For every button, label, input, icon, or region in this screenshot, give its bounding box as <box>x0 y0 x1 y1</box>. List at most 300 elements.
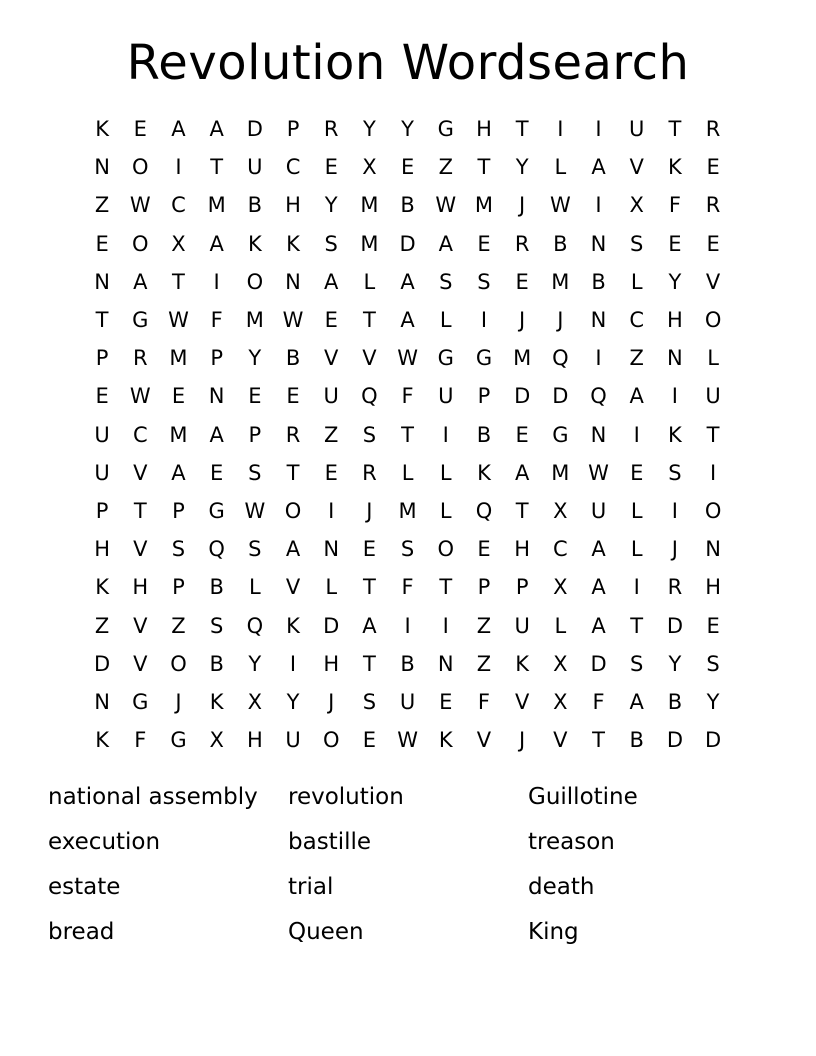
grid-letter: T <box>592 728 605 753</box>
grid-letter: O <box>246 269 264 294</box>
grid-letter: B <box>476 422 492 447</box>
grid-letter: B <box>209 575 224 600</box>
grid-letter: H <box>246 728 263 753</box>
grid-letter: I <box>289 651 297 676</box>
grid-letter: U <box>323 384 339 409</box>
grid-letter: I <box>671 498 678 523</box>
grid-letter: B <box>591 269 606 294</box>
grid-letter: A <box>591 537 606 562</box>
grid-letter: L <box>439 498 452 523</box>
grid-letter: F <box>134 728 147 753</box>
grid-letter: E <box>515 269 529 294</box>
grid-letter: M <box>360 231 379 256</box>
grid-letter: Y <box>668 651 682 676</box>
grid-letter: H <box>705 575 721 600</box>
grid-letter: N <box>437 651 454 676</box>
grid-letter: Y <box>515 155 529 180</box>
grid-letter: U <box>247 155 263 180</box>
grid-letter: N <box>590 422 607 447</box>
grid-letter: Q <box>590 384 607 409</box>
grid-letter: A <box>209 231 224 256</box>
grid-letter: B <box>400 651 415 676</box>
grid-letter: D <box>666 613 683 638</box>
grid-letter: W <box>549 193 571 218</box>
grid-letter: N <box>705 537 721 562</box>
grid-letter: S <box>324 231 338 256</box>
grid-letter: I <box>595 117 602 142</box>
grid-letter: K <box>95 728 109 753</box>
grid-letter: H <box>94 537 110 562</box>
grid-letter: C <box>132 422 148 447</box>
grid-letter: A <box>514 460 530 485</box>
letter-grid <box>83 110 732 759</box>
grid-letter: I <box>595 346 602 371</box>
grid-letter: G <box>208 498 225 523</box>
grid-letter: L <box>363 269 376 294</box>
grid-letter: S <box>630 651 644 676</box>
grid-letter: N <box>590 231 607 256</box>
grid-letter: A <box>362 613 377 638</box>
grid-letter: A <box>133 269 148 294</box>
grid-letter: B <box>400 193 415 218</box>
grid-letter: J <box>557 308 564 333</box>
grid-letter: K <box>95 575 109 600</box>
grid-letter: V <box>514 689 530 714</box>
grid-letter: L <box>554 613 567 638</box>
grid-letter: P <box>248 422 262 447</box>
grid-letter: F <box>477 689 491 714</box>
grid-letter: P <box>172 498 185 523</box>
grid-letter: A <box>209 117 224 142</box>
grid-letter: W <box>397 728 418 753</box>
grid-letter: O <box>284 498 302 523</box>
grid-letter: L <box>325 575 338 600</box>
grid-letter: S <box>362 689 377 714</box>
grid-letter: E <box>324 308 338 333</box>
grid-letter: E <box>248 384 262 409</box>
grid-letter: B <box>667 689 683 714</box>
grid-letter: E <box>171 384 186 409</box>
grid-letter: V <box>705 269 721 294</box>
grid-letter: S <box>668 460 682 485</box>
grid-letter: D <box>666 728 683 753</box>
grid-letter: S <box>630 231 644 256</box>
grid-letter: T <box>210 155 224 180</box>
grid-letter: U <box>94 422 110 447</box>
grid-letter: O <box>170 651 187 676</box>
grid-letter: N <box>208 384 225 409</box>
grid-letter: I <box>213 269 220 294</box>
grid-letter: X <box>362 155 377 180</box>
grid-letter: K <box>515 651 530 676</box>
grid-letter: E <box>95 384 109 409</box>
grid-letter: Q <box>552 346 569 371</box>
word-list <box>48 775 768 955</box>
grid-letter: T <box>439 575 453 600</box>
word-list-item: treason <box>528 829 615 855</box>
grid-letter: O <box>704 498 722 523</box>
grid-letter: M <box>169 422 188 447</box>
grid-letter: W <box>397 346 418 371</box>
grid-letter: X <box>209 728 224 753</box>
grid-letter: D <box>552 384 569 409</box>
grid-letter: R <box>705 193 721 218</box>
grid-letter: C <box>285 155 301 180</box>
grid-letter: H <box>323 651 340 676</box>
grid-letter: L <box>707 346 719 371</box>
grid-letter: B <box>247 193 263 218</box>
grid-letter: L <box>439 308 452 333</box>
grid-letter: B <box>553 231 568 256</box>
grid-letter: V <box>133 460 148 485</box>
grid-letter: Z <box>94 613 110 638</box>
grid-letter: T <box>515 498 529 523</box>
grid-letter: W <box>129 193 151 218</box>
word-list-item: trial <box>288 874 334 900</box>
grid-letter: Z <box>171 613 186 638</box>
grid-letter: R <box>362 460 377 485</box>
grid-letter: F <box>401 384 414 409</box>
grid-letter: I <box>404 613 411 638</box>
grid-letter: R <box>667 575 683 600</box>
grid-letter: A <box>171 117 186 142</box>
grid-letter: X <box>171 231 186 256</box>
grid-letter: Y <box>324 193 338 218</box>
grid-letter: T <box>172 269 185 294</box>
grid-letter: T <box>95 308 109 333</box>
grid-letter: V <box>476 728 492 753</box>
grid-letter: B <box>209 651 224 676</box>
grid-letter: U <box>590 498 607 523</box>
grid-letter: P <box>515 575 529 600</box>
grid-letter: A <box>171 460 186 485</box>
grid-letter: G <box>552 422 569 447</box>
grid-letter: O <box>132 155 149 180</box>
grid-letter: G <box>437 346 454 371</box>
grid-letter: C <box>171 193 186 218</box>
grid-letter: T <box>362 651 376 676</box>
grid-letter: I <box>557 117 564 142</box>
grid-letter: A <box>324 269 339 294</box>
grid-letter: Z <box>438 155 453 180</box>
grid-letter: M <box>245 308 264 333</box>
grid-letter: S <box>706 651 720 676</box>
grid-letter: L <box>439 460 452 485</box>
grid-letter: I <box>175 155 182 180</box>
grid-letter: L <box>554 155 567 180</box>
word-list-item: King <box>528 919 579 945</box>
grid-letter: T <box>668 117 682 142</box>
grid-letter: V <box>133 613 148 638</box>
grid-letter: D <box>705 728 722 753</box>
grid-letter: V <box>362 346 377 371</box>
grid-letter: D <box>590 651 607 676</box>
grid-letter: G <box>132 308 149 333</box>
grid-letter: S <box>248 537 262 562</box>
grid-letter: A <box>591 575 606 600</box>
grid-letter: M <box>360 193 379 218</box>
grid-letter: U <box>94 460 110 485</box>
grid-letter: S <box>171 537 186 562</box>
grid-letter: Z <box>476 651 492 676</box>
grid-letter: W <box>168 308 189 333</box>
grid-letter: B <box>285 346 301 371</box>
grid-letter: E <box>668 231 682 256</box>
grid-letter: K <box>95 117 109 142</box>
grid-letter: Y <box>668 269 682 294</box>
grid-letter: O <box>437 537 455 562</box>
grid-letter: I <box>633 575 640 600</box>
grid-letter: P <box>172 575 185 600</box>
grid-letter: Y <box>286 689 300 714</box>
grid-letter: E <box>362 728 377 753</box>
grid-letter: F <box>668 193 681 218</box>
grid-letter: O <box>132 231 149 256</box>
grid-letter: E <box>706 155 720 180</box>
grid-letter: E <box>630 460 644 485</box>
grid-letter: E <box>286 384 300 409</box>
grid-letter: W <box>129 384 151 409</box>
grid-letter: E <box>400 155 415 180</box>
grid-letter: K <box>247 231 262 256</box>
grid-letter: L <box>630 498 643 523</box>
grid-letter: S <box>439 269 453 294</box>
grid-letter: E <box>515 422 529 447</box>
grid-letter: F <box>401 575 414 600</box>
word-list-item: estate <box>48 874 121 900</box>
grid-letter: U <box>285 728 301 753</box>
grid-letter: F <box>592 689 605 714</box>
word-list-item: execution <box>48 829 161 855</box>
grid-letter: O <box>322 728 340 753</box>
grid-letter: L <box>630 537 643 562</box>
grid-letter: V <box>324 346 339 371</box>
grid-letter: I <box>442 422 449 447</box>
grid-letter: P <box>210 346 223 371</box>
grid-letter: I <box>595 193 602 218</box>
grid-letter: M <box>551 460 570 485</box>
grid-letter: K <box>668 422 682 447</box>
grid-letter: T <box>362 575 376 600</box>
grid-letter: K <box>438 728 453 753</box>
grid-letter: I <box>633 422 640 447</box>
word-list-item: bastille <box>288 829 372 855</box>
grid-letter: E <box>477 537 491 562</box>
grid-letter: P <box>286 117 300 142</box>
grid-letter: J <box>671 537 678 562</box>
grid-letter: N <box>94 689 110 714</box>
grid-letter: Z <box>324 422 339 447</box>
grid-letter: G <box>170 728 187 753</box>
grid-letter: M <box>398 498 417 523</box>
grid-letter: P <box>477 384 491 409</box>
grid-letter: E <box>133 117 147 142</box>
grid-letter: L <box>401 460 414 485</box>
grid-letter: X <box>553 651 568 676</box>
grid-letter: J <box>519 308 526 333</box>
grid-letter: T <box>477 155 491 180</box>
grid-letter: H <box>285 193 301 218</box>
grid-letter: I <box>328 498 335 523</box>
grid-letter: J <box>328 689 335 714</box>
grid-letter: V <box>285 575 301 600</box>
grid-letter: A <box>285 537 301 562</box>
grid-letter: Y <box>248 346 262 371</box>
grid-letter: J <box>519 728 526 753</box>
grid-letter: X <box>553 575 568 600</box>
grid-letter: T <box>706 422 720 447</box>
grid-letter: R <box>514 231 530 256</box>
word-list-item: revolution <box>288 784 404 810</box>
grid-letter: R <box>323 117 339 142</box>
grid-letter: X <box>629 193 644 218</box>
grid-letter: Q <box>361 384 378 409</box>
word-list-item: bread <box>48 919 115 945</box>
grid-letter: K <box>209 689 224 714</box>
grid-letter: N <box>667 346 683 371</box>
grid-letter: E <box>95 231 109 256</box>
grid-letter: D <box>399 231 416 256</box>
grid-letter: G <box>132 689 149 714</box>
grid-letter: P <box>95 346 109 371</box>
grid-letter: E <box>210 460 224 485</box>
grid-letter: D <box>94 651 111 676</box>
grid-letter: F <box>210 308 223 333</box>
grid-letter: I <box>671 384 678 409</box>
grid-letter: B <box>629 728 644 753</box>
grid-letter: W <box>244 498 266 523</box>
word-list-item: national assembly <box>48 784 258 810</box>
grid-letter: K <box>286 231 300 256</box>
grid-letter: H <box>514 537 531 562</box>
grid-letter: K <box>477 460 491 485</box>
grid-letter: L <box>248 575 261 600</box>
grid-letter: X <box>247 689 263 714</box>
grid-letter: Y <box>362 117 376 142</box>
grid-letter: R <box>705 117 721 142</box>
grid-letter: R <box>132 346 148 371</box>
grid-letter: E <box>324 155 338 180</box>
grid-letter: E <box>439 689 453 714</box>
grid-letter: U <box>705 384 721 409</box>
grid-letter: W <box>435 193 457 218</box>
grid-letter: S <box>362 422 377 447</box>
grid-letter: Z <box>629 346 644 371</box>
grid-letter: G <box>437 117 454 142</box>
grid-letter: J <box>519 193 526 218</box>
grid-letter: T <box>515 117 529 142</box>
grid-letter: Y <box>248 651 262 676</box>
grid-letter: Q <box>475 498 493 523</box>
grid-letter: A <box>400 269 415 294</box>
grid-letter: M <box>169 346 188 371</box>
grid-letter: C <box>629 308 645 333</box>
grid-letter: K <box>668 155 682 180</box>
grid-letter: O <box>704 308 722 333</box>
grid-letter: M <box>207 193 226 218</box>
grid-letter: L <box>630 269 643 294</box>
grid-letter: E <box>477 231 491 256</box>
grid-letter: T <box>401 422 414 447</box>
grid-letter: U <box>438 384 454 409</box>
grid-letter: D <box>514 384 531 409</box>
grid-letter: T <box>362 308 376 333</box>
grid-letter: V <box>133 537 148 562</box>
grid-letter: I <box>709 460 717 485</box>
grid-letter: E <box>362 537 377 562</box>
grid-letter: Q <box>246 613 264 638</box>
grid-letter: N <box>590 308 607 333</box>
grid-letter: A <box>591 155 606 180</box>
grid-letter: X <box>553 689 568 714</box>
grid-letter: U <box>629 117 645 142</box>
grid-letter: Y <box>401 117 414 142</box>
grid-letter: N <box>94 155 110 180</box>
grid-letter: S <box>400 537 415 562</box>
grid-letter: M <box>551 269 570 294</box>
grid-letter: K <box>286 613 300 638</box>
grid-letter: H <box>667 308 683 333</box>
grid-letter: X <box>553 498 568 523</box>
grid-letter: U <box>514 613 530 638</box>
grid-letter: Z <box>94 193 110 218</box>
grid-letter: W <box>588 460 609 485</box>
grid-letter: H <box>476 117 492 142</box>
grid-letter: E <box>706 613 720 638</box>
grid-letter: Q <box>208 537 225 562</box>
grid-letter: I <box>442 613 449 638</box>
grid-letter: V <box>133 651 148 676</box>
grid-letter: A <box>591 613 606 638</box>
grid-letter: T <box>286 460 300 485</box>
grid-letter: E <box>324 460 338 485</box>
grid-letter: E <box>706 231 720 256</box>
grid-letter: A <box>438 231 453 256</box>
grid-letter: P <box>95 498 109 523</box>
grid-letter: T <box>630 613 644 638</box>
grid-letter: G <box>475 346 493 371</box>
grid-letter: A <box>400 308 415 333</box>
grid-letter: P <box>477 575 491 600</box>
grid-letter: C <box>553 537 568 562</box>
grid-letter: M <box>513 346 532 371</box>
grid-letter: V <box>553 728 568 753</box>
grid-letter: W <box>282 308 304 333</box>
grid-letter: V <box>629 155 644 180</box>
grid-letter: D <box>246 117 263 142</box>
grid-letter: N <box>323 537 340 562</box>
grid-letter: M <box>474 193 494 218</box>
grid-letter: Y <box>706 689 720 714</box>
grid-letter: H <box>132 575 149 600</box>
grid-letter: A <box>629 384 644 409</box>
grid-letter: A <box>209 422 224 447</box>
word-list-item: Queen <box>288 919 364 945</box>
grid-letter: N <box>94 269 110 294</box>
grid-letter: J <box>175 689 182 714</box>
grid-letter: T <box>133 498 147 523</box>
grid-letter: Z <box>476 613 492 638</box>
word-list-item: death <box>528 874 595 900</box>
page-title: Revolution Wordsearch <box>126 35 690 91</box>
grid-letter: S <box>209 613 224 638</box>
grid-letter: J <box>366 498 373 523</box>
grid-letter: R <box>285 422 301 447</box>
grid-letter: S <box>477 269 491 294</box>
grid-letter: D <box>323 613 340 638</box>
grid-letter: N <box>285 269 301 294</box>
grid-letter: U <box>399 689 416 714</box>
